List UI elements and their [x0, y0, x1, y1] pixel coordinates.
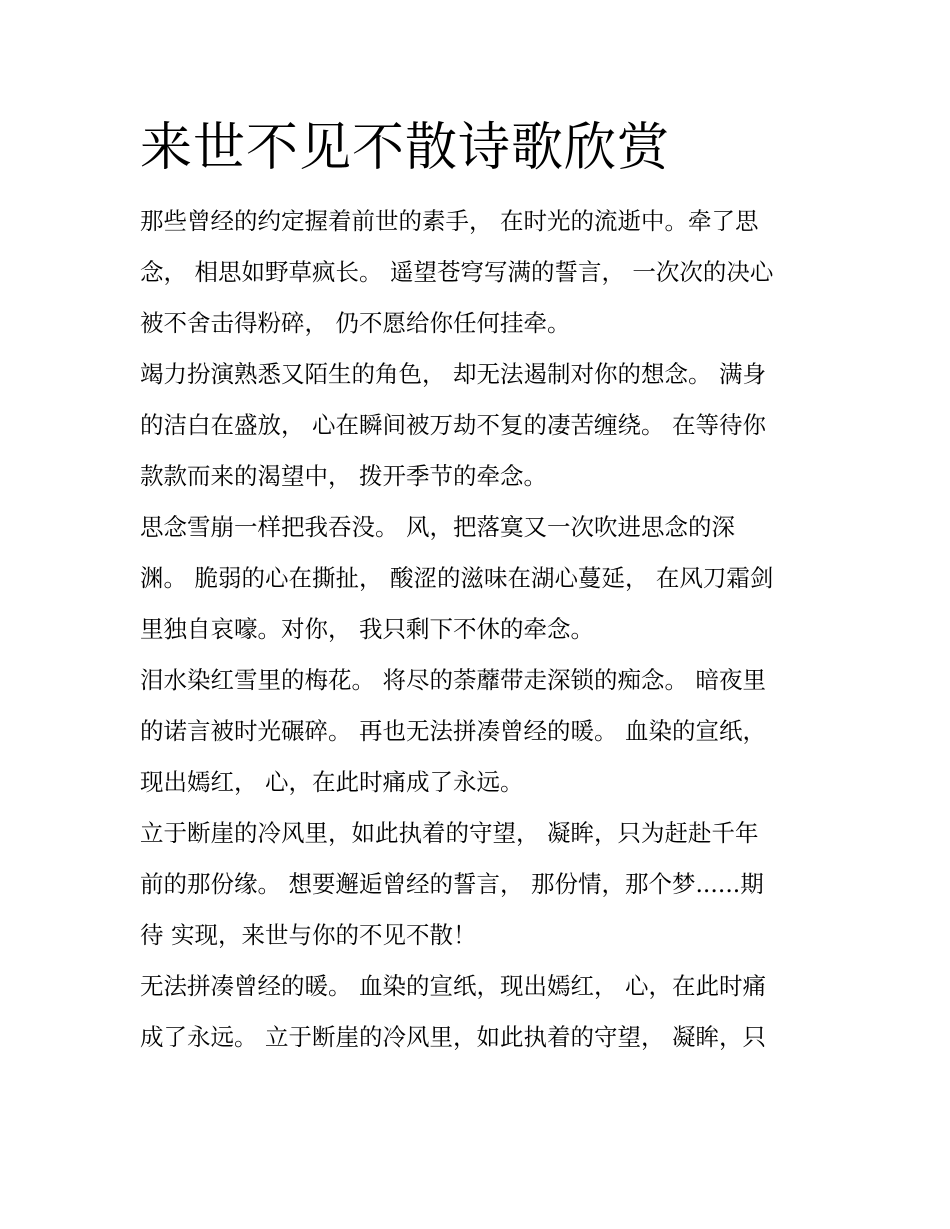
text-line: 现出嫣红， 心，在此时痛成了永远。: [140, 768, 524, 796]
text-line: 无法拼凑曾经的暖。 血染的宣纸，现出嫣红， 心，在此时痛: [140, 972, 766, 1000]
paragraph-5: [140, 808, 820, 961]
text-line: 竭力扮演熟悉又陌生的角色， 却无法遏制对你的想念。 满身: [140, 360, 766, 388]
paragraph-2: [140, 349, 820, 502]
text-line: 前的那份缘。 想要邂逅曾经的誓言， 那份情，那个梦......期: [140, 870, 764, 898]
text-line: 成了永远。 立于断崖的冷风里，如此执着的守望， 凝眸，只: [140, 1023, 766, 1051]
text-line: 那些曾经的约定握着前世的素手， 在时光的流逝中。牵了思: [140, 207, 759, 235]
paragraph-4: [140, 655, 820, 808]
text-line: 渊。 脆弱的心在撕扯， 酸涩的滋味在湖心蔓延， 在风刀霜剑: [140, 564, 774, 592]
text-line: 思念雪崩一样把我吞没。 风，把落寞又一次吹进思念的深: [140, 513, 735, 541]
text-line: 立于断崖的冷风里，如此执着的守望， 凝眸，只为赶赴千年: [140, 819, 759, 847]
paragraph-6: [140, 961, 820, 1063]
text-line: 泪水染红雪里的梅花。 将尽的荼蘼带走深锁的痴念。 暗夜里: [140, 666, 766, 694]
text-line: 被不舍击得粉碎， 仍不愿给你任何挂牵。: [140, 309, 571, 337]
text-line: 的洁白在盛放， 心在瞬间被万劫不复的凄苦缠绕。 在等待你: [140, 411, 766, 439]
text-line: 待 实现，来世与你的不见不散！: [140, 921, 477, 949]
text-line: 的诺言被时光碾碎。 再也无法拼凑曾经的暖。 血染的宣纸，: [140, 717, 766, 745]
document-body: [140, 196, 820, 1063]
paragraph-3: [140, 502, 820, 655]
text-line: 念， 相思如野草疯长。 遥望苍穹写满的誓言， 一次次的决心: [140, 258, 774, 286]
document-title: 来世不见不散诗歌欣赏: [140, 118, 671, 178]
text-line: 里独自哀嚎。对你， 我只剩下不休的牵念。: [140, 615, 594, 643]
paragraph-1: [140, 196, 820, 349]
text-line: 款款而来的渴望中， 拨开季节的牵念。: [140, 462, 547, 490]
